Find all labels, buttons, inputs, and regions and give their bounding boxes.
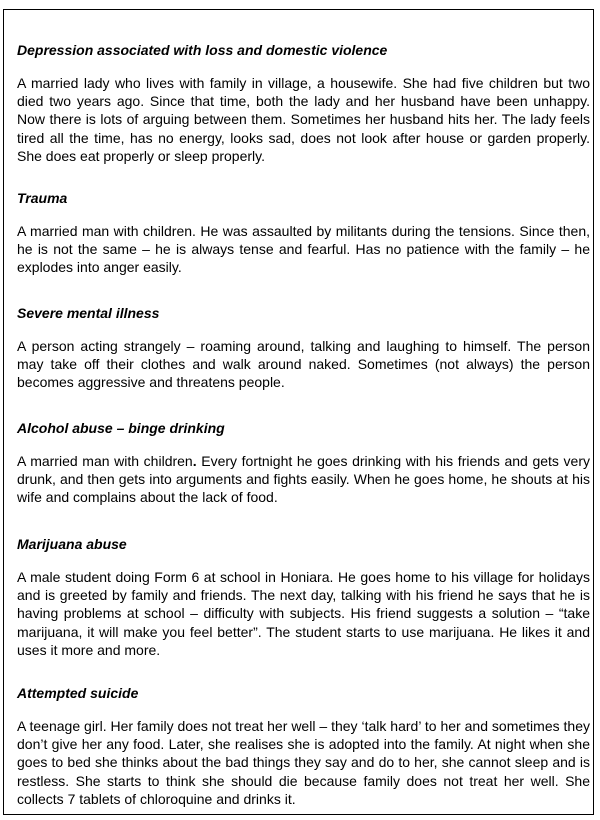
case-heading: Alcohol abuse – binge drinking: [17, 420, 225, 436]
case-heading: Trauma: [17, 190, 68, 206]
case-alcohol-abuse: [17, 419, 590, 507]
case-description: A teenage girl. Her family does not treat her well – they ‘talk hard’ to her and sometimes they don’t give her any food. Later, she realises she is adopted into the family. At night when she goes to bed she thinks about the bad things they say and do to her, she cannot sleep and is restless. She starts to think she should die because family does not treat her well. She collects 7 tablets of chloroquine and drinks it.: [17, 718, 590, 807]
case-description: A married lady who lives with family in village, a housewife. She had five children but two died two years ago. Since that time, both the lady and her husband have been unhappy. Now there is lots of arguing between them. Sometimes her husband hits her. The lady feels tired all the time, has no energy, looks sad, does not look after house or garden properly. She does eat properly or sleep properly.: [17, 75, 590, 164]
case-description-rest: Every fortnight he goes drinking with his friends and gets very drunk, and then gets into arguments and fights easily. When he goes home, he shouts at his wife and complains about the lack of food.: [17, 453, 590, 506]
case-trauma: [17, 189, 590, 277]
case-severe-mental-illness: [17, 304, 590, 392]
case-marijuana-abuse: [17, 535, 590, 659]
case-heading: Depression associated with loss and domestic violence: [17, 42, 388, 58]
case-description-bold-period: .: [192, 453, 197, 469]
case-heading: Attempted suicide: [17, 685, 139, 701]
case-heading: Marijuana abuse: [17, 536, 127, 552]
case-description: A person acting strangely – roaming around, talking and laughing to himself. The person may take off their clothes and walk around naked. Sometimes (not always) the person becomes aggressive and threatens people.: [17, 338, 590, 391]
case-description: A married man with children. He was assaulted by militants during the tensions. Since then, he is not the same – he is always tense and fearful. Has no patience with the family – he explodes into anger easily.: [17, 223, 590, 276]
document-frame: [3, 9, 594, 815]
case-description: A male student doing Form 6 at school in Honiara. He goes home to his village for holidays and is greeted by family and friends. The next day, talking with his friend he says that he is having problems at school – difficulty with subjects. His friend suggests a solution – “take marijuana, it will make you feel better”. The student starts to use marijuana. He likes it and uses it more and more.: [17, 569, 590, 658]
case-attempted-suicide: [17, 684, 590, 808]
case-heading: Severe mental illness: [17, 305, 160, 321]
case-description-start: A married man with children: [17, 453, 193, 469]
case-depression: [17, 41, 590, 165]
case-description: [17, 452, 590, 507]
